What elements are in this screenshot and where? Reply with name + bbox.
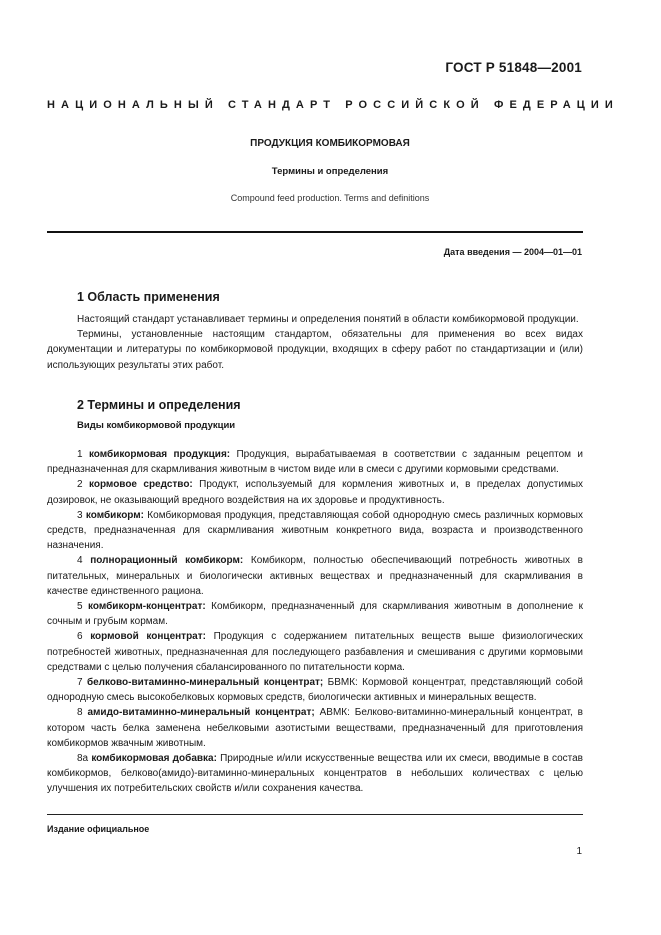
definition-number: 1 — [77, 449, 83, 460]
definition-number: 2 — [77, 479, 83, 491]
definition-term: белково-витаминно-минеральный концентрат; — [86, 677, 324, 689]
definition-item — [47, 447, 583, 477]
section-1-body — [47, 312, 583, 373]
section-2-heading: 2 Термины и определения — [77, 398, 241, 412]
definition-text: БВМК: Кормовой концентрат, представляющий собой однородную смесь высокобелковых кормовых средств, биологически активных и минеральных веществ. — [47, 677, 583, 704]
definition-item — [47, 629, 583, 675]
section-2-subheading: Виды комбикормовой продукции — [77, 420, 236, 431]
definition-item — [47, 599, 583, 629]
definition-item — [47, 553, 583, 599]
section-1-paragraph: Настоящий стандарт устанавливает термины и определения понятий в области комбикормовой продукции. — [77, 314, 579, 325]
national-standard-banner: НАЦИОНАЛЬНЫЙ СТАНДАРТ РОССИЙСКОЙ ФЕДЕРАЦИИ — [47, 99, 619, 111]
document-subtitle: Термины и определения — [271, 166, 389, 177]
english-title: Compound feed production. Terms and definitions — [230, 193, 430, 203]
document-code: ГОСТ Р 51848—2001 — [445, 60, 582, 75]
definition-text: Комбикорм, предназначенный для скармливания животным в дополнение к сочным и грубым кормам. — [47, 601, 583, 628]
definition-term: кормовой концентрат: — [90, 631, 206, 643]
definition-term: комбикормовая добавка: — [91, 753, 217, 765]
document-title: ПРОДУКЦИЯ КОМБИКОРМОВАЯ — [250, 138, 410, 149]
definition-text: Комбикормовая продукция, представляющая собой однородную смесь различных кормовых средств, предназначенная для скармливания животным конкретного вида, возраста и производственного назначения. — [47, 509, 583, 552]
definition-number: 5 — [77, 601, 83, 613]
definition-item — [47, 477, 583, 507]
section-1-paragraph: Термины, установленные настоящим стандартом, обязательны для применения во всех видах документации и литературы по комбикормовой продукции, входящих в сферу работ по стандартизации и (или) использующих результаты этих работ. — [47, 329, 583, 371]
definition-text: Продукт, используемый для кормления животных и, в пределах допустимых дозировок, не оказывающий вредного воздействия на их здоровье и продуктивность. — [47, 479, 584, 506]
definition-term: комбикормовая продукция: — [88, 449, 231, 460]
definition-text: Природные и/или искусственные вещества или их смеси, вводимые в состав комбикормов, белково(амидо)-витаминно-минеральных концентратов в небольших количествах с целью улучшения их потребительских свойств и/или сохранения качества. — [47, 753, 583, 795]
header-divider — [47, 231, 583, 233]
definition-term: комбикорм: — [85, 509, 144, 521]
definition-item — [47, 705, 583, 751]
definition-number: 4 — [77, 555, 83, 567]
definition-text: Продукция с содержанием питательных веществ выше физиологических потребностей животных, предназначенная для последующего разбавления и смешивания с другими кормовыми средствами с целью получения сбалансированного по питательности корма. — [47, 631, 584, 673]
definition-item — [47, 508, 583, 554]
definition-term: амидо-витаминно-минеральный концентрат; — [87, 707, 315, 719]
definition-item — [47, 751, 583, 797]
definition-text: Комбикорм, полностью обеспечивающий потребность животных в питательных, минеральных и биологически активных веществах и предназначенный для скармливания в качестве единственного рациона. — [47, 555, 583, 597]
definition-term: комбикорм-концентрат: — [88, 601, 206, 613]
page-number: 1 — [576, 846, 582, 857]
definition-term: кормовое средство: — [88, 479, 193, 491]
official-edition-label: Издание официальное — [47, 824, 150, 834]
section-1-heading: 1 Область применения — [77, 290, 220, 304]
definition-number: 8а — [77, 753, 89, 765]
definition-number: 8 — [77, 707, 83, 719]
definition-number: 7 — [77, 677, 83, 689]
definition-text: АВМК: Белково-витаминно-минеральный концентрат, в котором часть белка заменена небелковыми азотистыми веществами, предназначенный для приготовления комбикормов жвачным животным. — [47, 707, 583, 749]
definition-number: 6 — [77, 631, 83, 643]
definition-term: полнорационный комбикорм: — [90, 555, 244, 567]
definition-text: Продукция, вырабатываемая в соответствии с заданным рецептом и предназначенная для скармливания животным в чистом виде или в смеси с другими кормовыми средствами. — [47, 449, 584, 476]
footer-divider — [47, 814, 583, 815]
definitions-list — [47, 447, 583, 797]
definition-item — [47, 675, 583, 705]
definition-number: 3 — [77, 509, 83, 521]
introduction-date: Дата введения — 2004—01—01 — [443, 247, 582, 257]
